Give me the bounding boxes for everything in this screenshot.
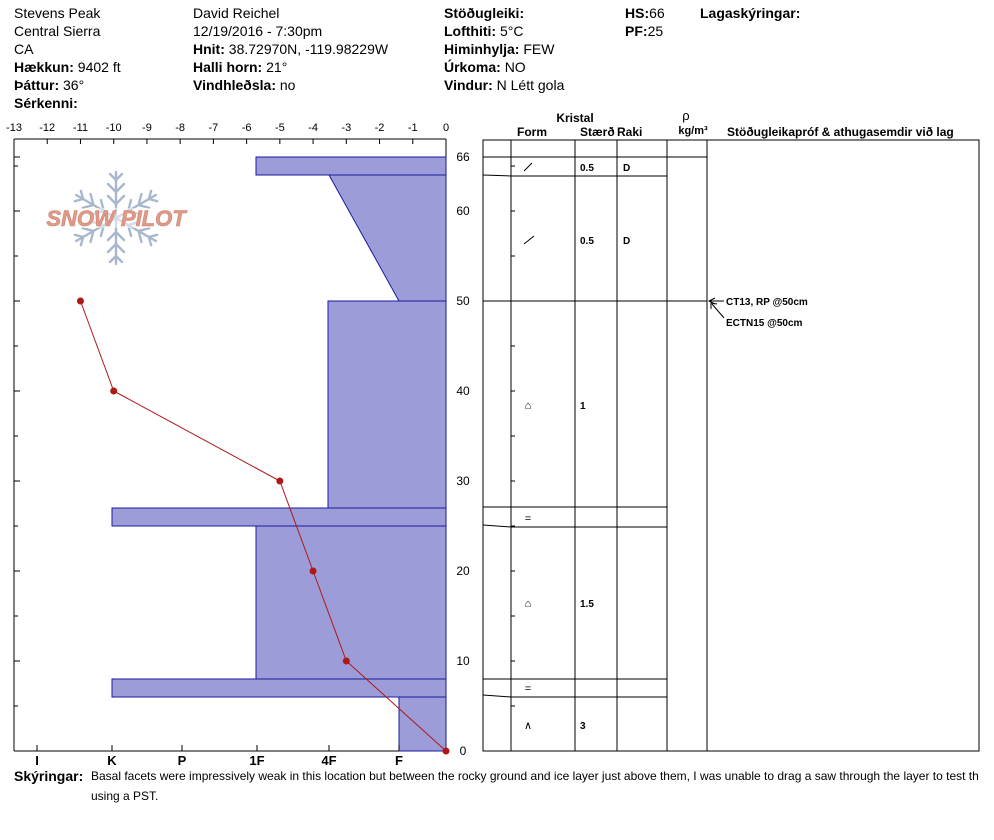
size-heading: Stærð — [580, 125, 615, 139]
comments — [14, 766, 994, 803]
temp-tick-label-13: 0 — [442, 122, 450, 134]
rho-heading: ρ — [682, 108, 690, 123]
temperature-point-2 — [276, 478, 283, 485]
state-name: CA — [14, 41, 34, 57]
layer-form-4: ⌂ — [524, 598, 532, 610]
depth-tick-label-0: 0 — [459, 744, 467, 758]
density-unit-heading: kg/m³ — [678, 125, 708, 137]
sky-label: Himinhylja: — [444, 41, 520, 57]
layer-size-0: 0.5 — [580, 163, 594, 174]
hardness-axis — [35, 745, 403, 768]
depth-tick-label-4: 40 — [456, 384, 470, 398]
wind-loading-value: no — [279, 77, 296, 93]
precip-value: NO — [504, 59, 526, 75]
snowpilot-logo — [38, 172, 194, 264]
hardness-layer-1 — [329, 175, 446, 301]
test-label-0: CT13, RP @50cm — [726, 297, 808, 308]
layer-size-2: 1 — [580, 401, 586, 412]
observer-name: David Reichel — [193, 5, 280, 21]
layer-link-0 — [483, 175, 511, 176]
depth-tick-label-7: 66 — [456, 150, 470, 164]
temp-tick-label-0: -13 — [6, 122, 22, 134]
hs-value: 66 — [649, 5, 665, 21]
slope-label: Halli horn: — [193, 59, 263, 75]
aspect-value: 36° — [63, 77, 85, 93]
logo-text: SNOW PILOT — [46, 206, 186, 231]
hardness-layer-0 — [256, 157, 446, 175]
hardness-layer-6 — [399, 697, 446, 751]
slope-value: 21° — [266, 59, 288, 75]
temp-tick-label-5: -8 — [175, 122, 186, 134]
features-label: Sérkenni: — [14, 95, 78, 111]
comments-line-2: using a PST. — [91, 789, 159, 803]
hardness-profile — [112, 157, 446, 751]
temp-tick-label-8: -5 — [274, 122, 285, 134]
temp-tick-label-7: -6 — [241, 122, 252, 134]
temperature-point-1 — [110, 388, 117, 395]
crystal-table — [483, 108, 979, 751]
temp-tick-label-6: -7 — [208, 122, 219, 134]
comments-line-1: Basal facets were impressively weak in this location but between the rocky ground and ice layer just above them, I was unable to drag a saw through the layer to test th — [91, 769, 979, 783]
depth-tick-label-1: 10 — [456, 654, 470, 668]
coords-label: Hnit: — [193, 41, 225, 57]
sky-value: FEW — [523, 41, 555, 57]
layer-form-icon-1 — [524, 236, 534, 244]
temp-tick-label-3: -10 — [105, 122, 122, 134]
hardness-tick-label-5: F — [395, 753, 403, 768]
layer-form-2: ⌂ — [524, 400, 532, 412]
temp-tick-label-2: -11 — [72, 122, 89, 134]
layer-moisture-0: D — [623, 163, 631, 174]
temperature-point-4 — [343, 658, 350, 665]
wind-loading-label: Vindhleðsla: — [193, 77, 276, 93]
layer-form-5: = — [524, 683, 532, 695]
crystal-heading: Kristal — [556, 111, 594, 125]
hardness-tick-label-3: 1F — [249, 753, 265, 768]
pf-value: 25 — [647, 23, 664, 39]
elevation-value: 9402 ft — [77, 59, 121, 75]
hs-label: HS: — [625, 5, 650, 21]
temp-tick-label-12: -1 — [407, 122, 418, 134]
layer-link-5 — [483, 695, 511, 697]
layer-form-3: = — [524, 513, 532, 525]
temperature-point-5 — [443, 748, 450, 755]
location-name: Stevens Peak — [14, 5, 101, 21]
layer-size-6: 3 — [580, 721, 586, 732]
hardness-layer-2 — [328, 301, 446, 508]
test-pointer-1 — [712, 304, 724, 318]
layer-notes-label: Lagaskýringar: — [700, 5, 801, 21]
moisture-heading: Raki — [617, 125, 643, 139]
comments-label: Skýringar: — [14, 768, 84, 784]
hardness-layer-3 — [112, 508, 446, 526]
stability-tests — [709, 297, 808, 329]
air-temp-value: 5°C — [499, 23, 524, 39]
depth-tick-label-2: 20 — [456, 564, 470, 578]
tests-heading: Stöðugleikapróf & athugasemdir við lag — [727, 125, 954, 139]
aspect-label: Þáttur: — [14, 77, 60, 93]
elevation-label: Hækkun: — [14, 59, 74, 75]
temp-tick-label-4: -9 — [142, 122, 152, 134]
depth-tick-label-5: 50 — [456, 294, 470, 308]
hardness-tick-label-2: P — [177, 753, 187, 768]
depth-tick-label-3: 30 — [456, 474, 470, 488]
observation-datetime: 12/19/2016 - 7:30pm — [193, 23, 323, 39]
layer-moisture-1: D — [623, 236, 631, 247]
temp-tick-label-9: -4 — [308, 122, 318, 134]
wind-label: Vindur: — [444, 77, 493, 93]
temp-tick-label-10: -3 — [341, 122, 352, 134]
depth-tick-label-6: 60 — [456, 204, 470, 218]
layer-link-3 — [483, 525, 511, 527]
temp-tick-label-1: -12 — [39, 122, 56, 134]
temperature-axis — [6, 122, 449, 144]
range-name: Central Sierra — [14, 23, 101, 39]
temperature-point-3 — [310, 568, 317, 575]
test-label-1: ECTN15 @50cm — [726, 318, 803, 329]
coords-value: 38.72970N, -119.98229W — [228, 41, 389, 57]
precip-label: Úrkoma: — [444, 59, 501, 75]
hardness-tick-label-1: K — [107, 753, 117, 768]
layer-size-1: 0.5 — [580, 236, 594, 247]
layer-form-6: ∧ — [523, 720, 533, 732]
layer-form-icon-0 — [524, 163, 532, 171]
hardness-tick-label-4: 4F — [321, 753, 337, 768]
form-heading: Form — [517, 125, 547, 139]
layer-size-4: 1.5 — [580, 599, 594, 610]
temp-tick-label-11: -2 — [374, 122, 385, 134]
temperature-point-0 — [77, 298, 84, 305]
stability-label: Stöðugleiki: — [444, 5, 525, 21]
air-temp-label: Lofthiti: — [444, 23, 497, 39]
table-frame — [483, 140, 979, 751]
hardness-layer-4 — [256, 526, 446, 679]
layer-rows — [483, 140, 979, 751]
hardness-tick-label-0: I — [35, 753, 39, 768]
hardness-layer-5 — [112, 679, 446, 697]
pf-label: PF: — [625, 23, 648, 39]
wind-value: N Létt gola — [496, 77, 565, 93]
